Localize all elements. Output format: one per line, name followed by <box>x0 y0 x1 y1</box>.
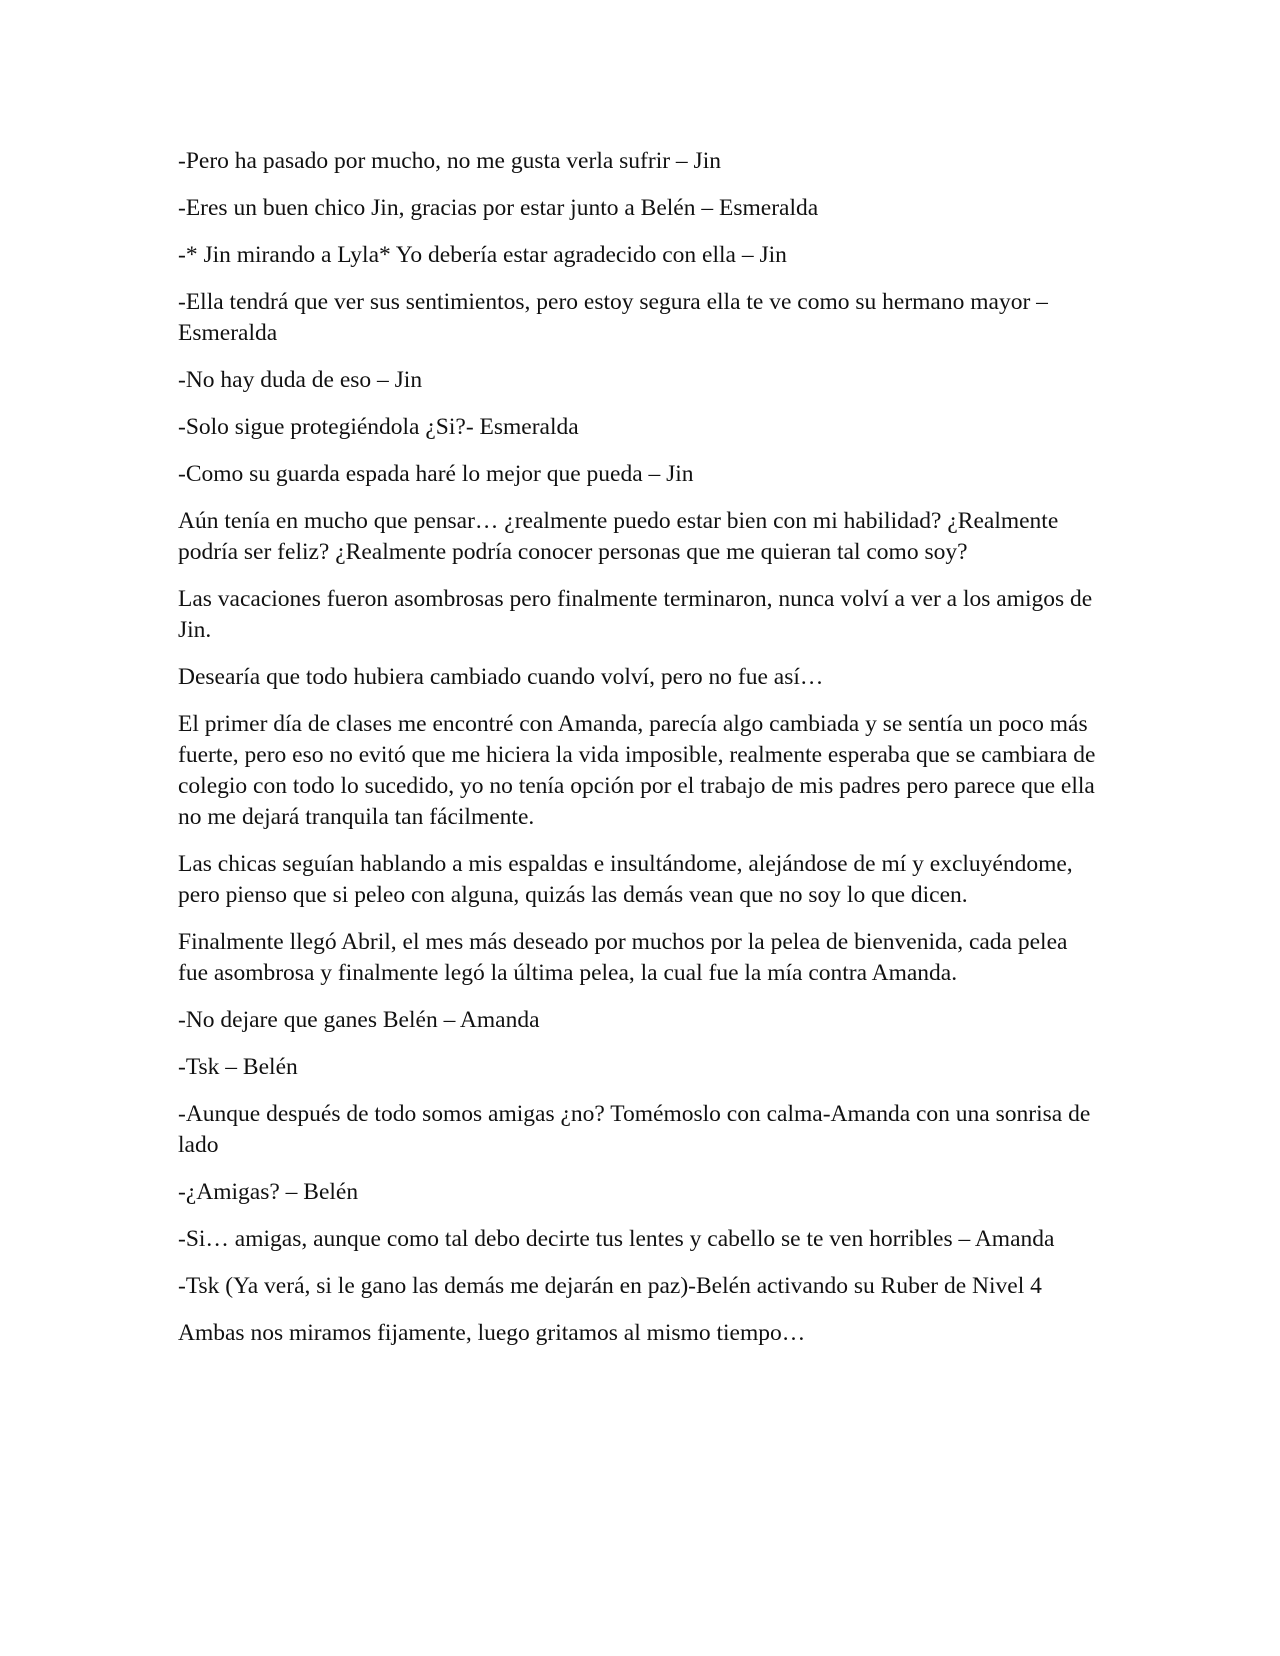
dialogue-line: -Ella tendrá que ver sus sentimientos, pero estoy segura ella te ve como su hermano mayor – Esmeralda <box>178 289 1048 346</box>
dialogue-line: -Aunque después de todo somos amigas ¿no? Tomémoslo con calma-Amanda con una sonrisa de lado <box>178 1101 1091 1158</box>
dialogue-line: -No hay duda de eso – Jin <box>178 367 423 393</box>
dialogue-line: -* Jin mirando a Lyla* Yo debería estar agradecido con ella – Jin <box>178 242 787 268</box>
narrative-paragraph: Las chicas seguían hablando a mis espaldas e insultándome, alejándose de mí y excluyéndome, pero pienso que si peleo con alguna, quizás las demás vean que no soy lo que dicen. <box>178 851 1073 908</box>
narrative-paragraph: Las vacaciones fueron asombrosas pero finalmente terminaron, nunca volví a ver a los amigos de Jin. <box>178 586 1093 643</box>
narrative-paragraph: Ambas nos miramos fijamente, luego gritamos al mismo tiempo… <box>178 1320 806 1346</box>
dialogue-line: -Tsk (Ya verá, si le gano las demás me dejarán en paz)-Belén activando su Ruber de Nivel 4 <box>178 1273 1042 1299</box>
dialogue-line: -No dejare que ganes Belén – Amanda <box>178 1007 540 1033</box>
dialogue-line: -Eres un buen chico Jin, gracias por estar junto a Belén – Esmeralda <box>178 195 819 221</box>
dialogue-line: -Tsk – Belén <box>178 1054 298 1080</box>
dialogue-line: -Pero ha pasado por mucho, no me gusta verla sufrir – Jin <box>178 148 721 174</box>
dialogue-line: -Como su guarda espada haré lo mejor que pueda – Jin <box>178 461 694 487</box>
body-text <box>178 146 1100 1365</box>
dialogue-line: -Si… amigas, aunque como tal debo decirte tus lentes y cabello se te ven horribles – Amanda <box>178 1226 1055 1252</box>
narrative-paragraph: Aún tenía en mucho que pensar… ¿realmente puedo estar bien con mi habilidad? ¿Realmente podría ser feliz? ¿Realmente podría conocer personas que me quieran tal como soy? <box>178 508 1059 565</box>
narrative-paragraph: Desearía que todo hubiera cambiado cuando volví, pero no fue así… <box>178 664 824 690</box>
narrative-paragraph: Finalmente llegó Abril, el mes más deseado por muchos por la pelea de bienvenida, cada pelea fue asombrosa y finalmente legó la última pelea, la cual fue la mía contra Amanda. <box>178 929 1068 986</box>
dialogue-line: -Solo sigue protegiéndola ¿Si?- Esmeralda <box>178 414 579 440</box>
narrative-paragraph: El primer día de clases me encontré con Amanda, parecía algo cambiada y se sentía un poco más fuerte, pero eso no evitó que me hiciera la vida imposible, realmente esperaba que se cambiara de colegio con todo lo sucedido, yo no tenía opción por el trabajo de mis padres pero parece que ella no me dejará tranquila tan fácilmente. <box>178 711 1096 830</box>
dialogue-line: -¿Amigas? – Belén <box>178 1179 359 1205</box>
